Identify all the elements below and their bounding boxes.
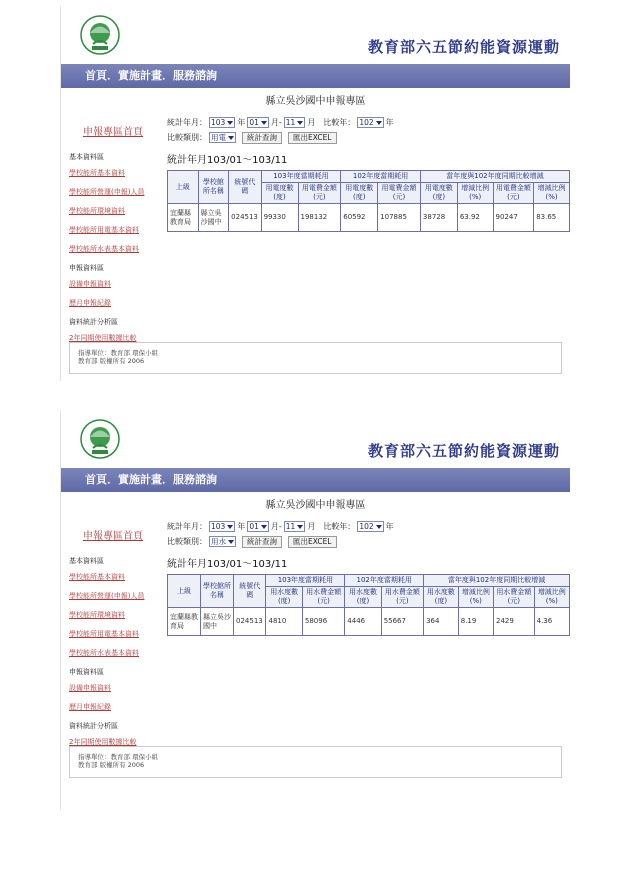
query-button[interactable]: 統計查詢 bbox=[242, 536, 282, 548]
compare-type-select[interactable] bbox=[209, 132, 236, 143]
nav-links[interactable]: 首頁．實施計畫．服務諮詢 bbox=[85, 473, 217, 486]
col-subheader: 用電度數(度) bbox=[420, 183, 457, 204]
group-header-previous: 102年度當期耗用 bbox=[341, 171, 421, 183]
sidebar-link[interactable]: 學校能所環境資料 bbox=[69, 207, 125, 215]
sidebar-home-link[interactable]: 申報專區首頁 bbox=[83, 127, 143, 138]
stat-month-label: 統計年月： bbox=[167, 522, 207, 531]
col-subheader: 增減比例(%) bbox=[457, 183, 493, 204]
year-suffix: 年 bbox=[237, 522, 246, 531]
stat-period-title: 統計年月103/01～103/11 bbox=[167, 559, 288, 570]
sidebar bbox=[61, 115, 161, 352]
year-value: 103 bbox=[211, 118, 226, 127]
sidebar-link[interactable]: 學校能所營運(申報)人員 bbox=[69, 592, 145, 600]
chevron-down-icon bbox=[376, 525, 382, 529]
compare-type-select[interactable] bbox=[209, 536, 236, 547]
sidebar-link[interactable]: 2年同期使用數據比較 bbox=[69, 738, 137, 746]
col-header-school: 學校館所名稱 bbox=[198, 171, 229, 204]
sidebar-section-heading: 資料統計分析區 bbox=[69, 318, 118, 326]
table-cell-value: 198132 bbox=[298, 204, 341, 232]
cell-school: 縣立吳沙國中 bbox=[201, 608, 234, 636]
sidebar-section-heading: 申報資料區 bbox=[69, 668, 104, 676]
month-separator: 月- bbox=[270, 118, 282, 127]
sidebar-link[interactable]: 學校能所環境資料 bbox=[69, 611, 125, 619]
site-header bbox=[61, 410, 570, 462]
col-subheader: 增減比例(%) bbox=[458, 587, 493, 608]
col-subheader: 用水度數(度) bbox=[266, 587, 302, 608]
month-from-select[interactable] bbox=[247, 117, 269, 128]
compare-type-value: 用水 bbox=[211, 537, 226, 546]
month-to-value: 11 bbox=[285, 118, 296, 127]
col-header-superior: 上級 bbox=[168, 575, 201, 608]
sidebar-link[interactable]: 學校能所基本資料 bbox=[69, 169, 125, 177]
month-from-select[interactable] bbox=[247, 521, 269, 532]
sidebar-link[interactable]: 歷月申報紀錄 bbox=[69, 703, 111, 711]
site-title: 教育部六五節約能資源運動 bbox=[367, 38, 560, 56]
page-sheet-2 bbox=[60, 410, 570, 810]
year-suffix: 年 bbox=[237, 118, 246, 127]
footer-guidance-unit: 指導單位：教育部 環保小組 bbox=[78, 349, 159, 357]
sidebar-home-link[interactable]: 申報專區首頁 bbox=[83, 531, 143, 542]
col-subheader: 用電費金額(元) bbox=[493, 183, 534, 204]
sidebar-link[interactable]: 學校能所基本資料 bbox=[69, 573, 125, 581]
sidebar-section-heading: 申報資料區 bbox=[69, 264, 104, 272]
site-header bbox=[61, 6, 570, 58]
year-select[interactable] bbox=[209, 521, 235, 532]
col-header-superior: 上級 bbox=[168, 171, 199, 204]
area-title: 縣立吳沙國中申報專區 bbox=[265, 96, 366, 107]
export-excel-button[interactable]: 匯出EXCEL bbox=[288, 132, 337, 144]
area-title: 縣立吳沙國中申報專區 bbox=[265, 500, 366, 511]
table-cell-value: 58096 bbox=[302, 608, 344, 636]
compare-type-label: 比較類別： bbox=[167, 537, 207, 546]
page-sheet-1 bbox=[60, 6, 570, 381]
chevron-down-icon bbox=[261, 525, 267, 529]
month-suffix: 月 bbox=[307, 522, 316, 531]
compare-year-label: 比較年： bbox=[323, 118, 356, 127]
chevron-down-icon bbox=[261, 121, 267, 125]
group-header-previous: 102年度當期耗用 bbox=[345, 575, 424, 587]
sidebar-section-heading: 資料統計分析區 bbox=[69, 722, 118, 730]
month-suffix: 月 bbox=[307, 118, 316, 127]
col-subheader: 用電度數(度) bbox=[341, 183, 378, 204]
table-cell-value: 8.19 bbox=[458, 608, 493, 636]
cell-school: 縣立吳沙國中 bbox=[198, 204, 229, 232]
table-cell-value: 364 bbox=[424, 608, 459, 636]
col-subheader: 用水度數(度) bbox=[424, 587, 459, 608]
compare-year-label: 比較年： bbox=[323, 522, 356, 531]
chevron-down-icon bbox=[297, 121, 303, 125]
cell-code: 024513 bbox=[229, 204, 261, 232]
sidebar-link[interactable]: 歷月申報紀錄 bbox=[69, 299, 111, 307]
sidebar-link[interactable]: 2年同期使用數據比較 bbox=[69, 334, 137, 342]
compare-year-select[interactable] bbox=[357, 117, 383, 128]
ministry-of-education-logo-icon bbox=[79, 14, 121, 56]
col-header-code: 統號代碼 bbox=[229, 171, 261, 204]
chevron-down-icon bbox=[227, 121, 233, 125]
chevron-down-icon bbox=[297, 525, 303, 529]
table-cell-value: 99330 bbox=[261, 204, 298, 232]
table-cell-value: 63.92 bbox=[457, 204, 493, 232]
footer-copyright: 教育部 版權所有 2006 bbox=[78, 357, 145, 365]
sidebar-link[interactable]: 學校能所用電基本資料 bbox=[69, 630, 139, 638]
top-navbar[interactable] bbox=[61, 468, 570, 492]
table-cell-value: 55667 bbox=[381, 608, 423, 636]
sidebar bbox=[61, 519, 161, 756]
footer-guidance-unit: 指導單位：教育部 環保小組 bbox=[78, 753, 159, 761]
col-subheader: 用電費金額(元) bbox=[298, 183, 341, 204]
sidebar-link[interactable]: 設備申報資料 bbox=[69, 684, 111, 692]
table-cell-value: 2429 bbox=[494, 608, 535, 636]
col-subheader: 用水費金額(元) bbox=[381, 587, 423, 608]
year-select[interactable] bbox=[209, 117, 235, 128]
col-subheader: 用水費金額(元) bbox=[302, 587, 344, 608]
group-header-current: 103年度當期耗用 bbox=[261, 171, 341, 183]
year-value: 103 bbox=[211, 522, 226, 531]
month-to-value: 11 bbox=[285, 522, 296, 531]
nav-links[interactable]: 首頁．實施計畫．服務諮詢 bbox=[85, 69, 217, 82]
table-cell-value: 90247 bbox=[493, 204, 534, 232]
filter-form bbox=[167, 115, 570, 145]
col-subheader: 用水度數(度) bbox=[345, 587, 381, 608]
usage-comparison-table bbox=[167, 574, 570, 636]
main-content bbox=[161, 519, 570, 756]
compare-type-value: 用電 bbox=[211, 133, 226, 142]
month-from-value: 01 bbox=[249, 522, 259, 531]
page-footer bbox=[69, 342, 562, 374]
compare-year-suffix: 年 bbox=[385, 118, 394, 127]
sidebar-link[interactable]: 學校能所營運(申報)人員 bbox=[69, 188, 145, 196]
compare-year-suffix: 年 bbox=[385, 522, 394, 531]
col-header-code: 統號代碼 bbox=[234, 575, 266, 608]
filter-form bbox=[167, 519, 570, 549]
top-navbar[interactable] bbox=[61, 64, 570, 88]
month-separator: 月- bbox=[270, 522, 282, 531]
table-cell-value: 83.65 bbox=[534, 204, 570, 232]
table-cell-value: 107885 bbox=[378, 204, 421, 232]
month-to-select[interactable] bbox=[284, 521, 306, 532]
table-cell-value: 4810 bbox=[266, 608, 302, 636]
col-subheader: 增減比例(%) bbox=[534, 183, 570, 204]
compare-year-value: 102 bbox=[359, 522, 374, 531]
sidebar-link[interactable]: 學校能所水表基本資料 bbox=[69, 649, 139, 657]
table-cell-value: 4446 bbox=[345, 608, 381, 636]
stat-period-title: 統計年月103/01～103/11 bbox=[167, 155, 288, 166]
page-footer bbox=[69, 746, 562, 778]
compare-type-label: 比較類別： bbox=[167, 133, 207, 142]
chevron-down-icon bbox=[376, 121, 382, 125]
col-subheader: 用水費金額(元) bbox=[494, 587, 535, 608]
compare-year-select[interactable] bbox=[357, 521, 383, 532]
compare-year-value: 102 bbox=[359, 118, 374, 127]
group-header-change: 當年度與102年度同期比較增減 bbox=[424, 575, 570, 587]
col-subheader: 增減比例(%) bbox=[534, 587, 569, 608]
sidebar-link[interactable]: 學校能所用電基本資料 bbox=[69, 226, 139, 234]
usage-comparison-table bbox=[167, 170, 570, 232]
stat-month-label: 統計年月： bbox=[167, 118, 207, 127]
site-title: 教育部六五節約能資源運動 bbox=[367, 442, 560, 460]
chevron-down-icon bbox=[227, 525, 233, 529]
export-excel-button[interactable]: 匯出EXCEL bbox=[288, 536, 337, 548]
sidebar-section-heading: 基本資料區 bbox=[69, 153, 104, 161]
cell-superior: 宜蘭縣教育局 bbox=[168, 608, 201, 636]
month-to-select[interactable] bbox=[284, 117, 306, 128]
sidebar-section-heading: 基本資料區 bbox=[69, 557, 104, 565]
table-cell-value: 4.36 bbox=[534, 608, 569, 636]
table-cell-value: 60592 bbox=[341, 204, 378, 232]
month-from-value: 01 bbox=[249, 118, 259, 127]
table-cell-value: 38728 bbox=[420, 204, 457, 232]
sidebar-link[interactable]: 學校能所水表基本資料 bbox=[69, 245, 139, 253]
group-header-current: 103年度當期耗用 bbox=[266, 575, 345, 587]
footer-copyright: 教育部 版權所有 2006 bbox=[78, 761, 145, 769]
chevron-down-icon bbox=[228, 540, 234, 544]
cell-code: 024513 bbox=[234, 608, 266, 636]
group-header-change: 當年度與102年度同期比較增減 bbox=[420, 171, 569, 183]
col-subheader: 用電度數(度) bbox=[261, 183, 298, 204]
chevron-down-icon bbox=[228, 136, 234, 140]
cell-superior: 宜蘭縣教育局 bbox=[168, 204, 199, 232]
query-button[interactable]: 統計查詢 bbox=[242, 132, 282, 144]
main-content bbox=[161, 115, 570, 352]
sidebar-link[interactable]: 設備申報資料 bbox=[69, 280, 111, 288]
col-header-school: 學校館所名稱 bbox=[201, 575, 234, 608]
col-subheader: 用電費金額(元) bbox=[378, 183, 421, 204]
ministry-of-education-logo-icon bbox=[79, 418, 121, 460]
